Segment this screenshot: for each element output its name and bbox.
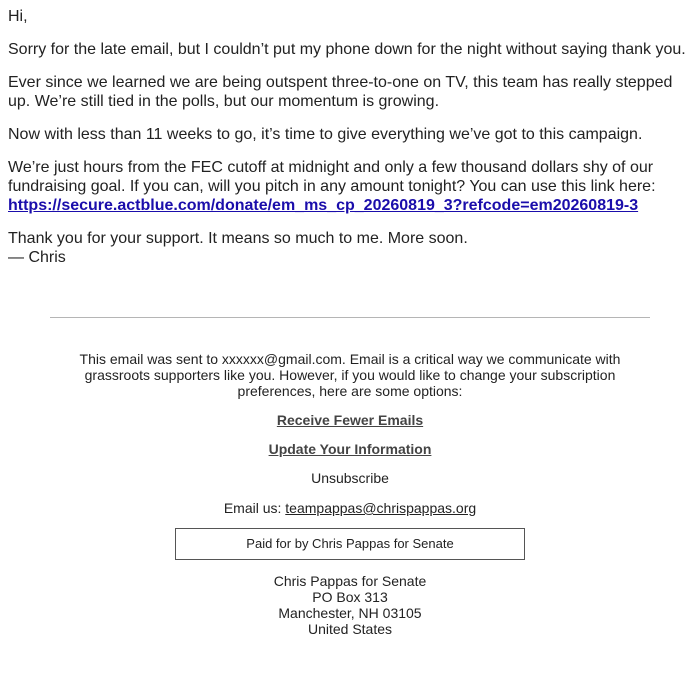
- address-line: Manchester, NH 03105: [278, 605, 422, 621]
- email-us-label: Email us:: [223, 500, 282, 516]
- paragraph-thanks: Sorry for the late email, but I couldn’t put my phone down for the night without saying thank you.: [8, 41, 686, 58]
- address-line: Chris Pappas for Senate: [273, 573, 427, 589]
- email-us-link[interactable]: teampappas@chrispappas.org: [285, 500, 477, 516]
- address-line: United States: [307, 621, 393, 637]
- signature: — Chris: [8, 249, 66, 266]
- greeting: Hi,: [8, 8, 28, 25]
- footer-divider: [50, 317, 650, 318]
- email-us-line: [0, 500, 700, 516]
- paragraph-fec-text: We’re just hours from the FEC cutoff at midnight and only a few thousand dollars shy of our fundraising goal. If you can, will you pitch in any amount tonight? You can use this link here:: [8, 159, 656, 195]
- paid-for-box: Paid for by Chris Pappas for Senate: [175, 528, 525, 560]
- subscription-notice: This email was sent to xxxxxx@gmail.com. Email is a critical way we communicate with grassroots supporters like you. However, if you would like to change your subscription preferences, here are some options:: [79, 351, 621, 399]
- footer: [0, 351, 700, 637]
- mailing-address: [0, 573, 700, 637]
- paragraph-weeks: Now with less than 11 weeks to go, it’s time to give everything we’ve got to this campaign.: [8, 126, 643, 143]
- donate-link[interactable]: https://secure.actblue.com/donate/em_ms_cp_20260819_3?refcode=em20260819-3: [8, 197, 639, 214]
- paragraph-support: Thank you for your support. It means so much to me. More soon.: [8, 230, 468, 247]
- paragraph-outspent: Ever since we learned we are being outspent three-to-one on TV, this team has really stepped up. We’re still tied in the polls, but our momentum is growing.: [8, 74, 673, 110]
- update-information-link[interactable]: Update Your Information: [268, 441, 432, 457]
- receive-fewer-emails-link[interactable]: Receive Fewer Emails: [276, 412, 424, 428]
- address-line: PO Box 313: [312, 589, 388, 605]
- email-body: [0, 0, 694, 267]
- paragraph-fec: [8, 158, 694, 215]
- unsubscribe-link[interactable]: Unsubscribe: [311, 470, 389, 486]
